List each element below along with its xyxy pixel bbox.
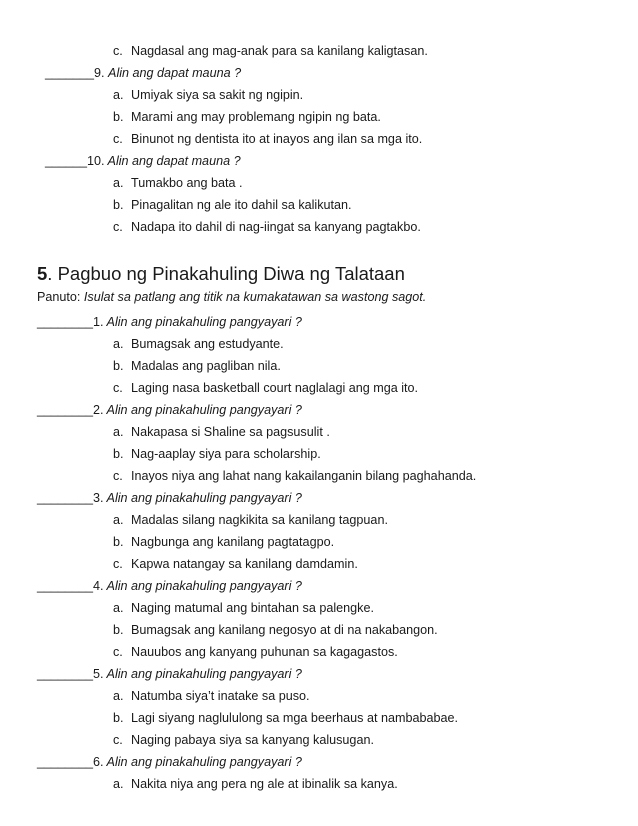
instructions — [37, 289, 426, 305]
option-letter: c. — [113, 132, 123, 146]
option-letter: a. — [113, 425, 124, 439]
option-text: Nauubos ang kanyang puhunan sa kagagastos. — [131, 645, 398, 659]
option-letter: a. — [113, 88, 124, 102]
option-letter: c. — [113, 557, 123, 571]
option-letter: b. — [113, 110, 124, 124]
option-letter: c. — [113, 469, 123, 483]
question-prompt: Alin ang dapat mauna ? — [107, 154, 241, 168]
question-prompt: Alin ang pinakahuling pangyayari ? — [106, 403, 302, 417]
option-text: Lagi siyang naglululong sa mga beerhaus at nambababae. — [131, 711, 458, 725]
option-item — [113, 175, 243, 191]
option-text: Nagbunga ang kanilang pagtatagpo. — [131, 535, 335, 549]
section-title: . Pagbuo ng Pinakahuling Diwa ng Talataan — [47, 263, 405, 284]
option-item — [113, 556, 358, 572]
option-letter: b. — [113, 359, 124, 373]
option-letter: b. — [113, 711, 124, 725]
option-item — [113, 380, 418, 396]
answer-blank[interactable]: _______9. — [45, 66, 105, 80]
option-text: Nadapa ito dahil di nag-iingat sa kanyang pagtakbo. — [131, 220, 421, 234]
question-prompt: Alin ang dapat mauna ? — [108, 66, 242, 80]
option-item — [113, 336, 284, 352]
question-prompt: Alin ang pinakahuling pangyayari ? — [106, 315, 302, 329]
question-prompt: Alin ang pinakahuling pangyayari ? — [106, 491, 302, 505]
option-item — [113, 688, 310, 704]
option-text: Nakapasa si Shaline sa pagsusulit . — [131, 425, 330, 439]
option-item — [113, 600, 374, 616]
question-prompt: Alin ang pinakahuling pangyayari ? — [106, 667, 302, 681]
option-item — [113, 622, 438, 638]
option-item — [113, 534, 334, 550]
question-line — [37, 578, 302, 594]
option-letter: a. — [113, 337, 124, 351]
option-letter: a. — [113, 689, 124, 703]
option-item — [113, 776, 398, 792]
option-text: Naging pabaya siya sa kanyang kalusugan. — [131, 733, 374, 747]
answer-blank[interactable]: ________1. — [37, 315, 104, 329]
option-letter: b. — [113, 447, 124, 461]
option-text: Nagdasal ang mag-anak para sa kanilang kaligtasan. — [131, 44, 428, 58]
question-line — [37, 490, 302, 506]
option-item — [113, 468, 476, 484]
question-line — [45, 65, 241, 81]
question-line — [45, 153, 241, 169]
option-text: Inayos niya ang lahat nang kakailanganin bilang paghahanda. — [131, 469, 477, 483]
option-text: Madalas silang nagkikita sa kanilang tagpuan. — [131, 513, 388, 527]
answer-blank[interactable]: ______10. — [45, 154, 105, 168]
question-line — [37, 666, 302, 682]
option-text: Kapwa natangay sa kanilang damdamin. — [131, 557, 358, 571]
option-item — [113, 219, 421, 235]
instruction-label: Panuto: — [37, 290, 84, 304]
option-text: Nag-aaplay siya para scholarship. — [131, 447, 321, 461]
option-item — [113, 512, 388, 528]
option-letter: a. — [113, 513, 124, 527]
option-item — [113, 131, 422, 147]
option-item — [113, 358, 281, 374]
option-letter: a. — [113, 601, 124, 615]
answer-blank[interactable]: ________5. — [37, 667, 104, 681]
option-letter: b. — [113, 623, 124, 637]
option-letter: a. — [113, 777, 124, 791]
question-line — [37, 402, 302, 418]
question-prompt: Alin ang pinakahuling pangyayari ? — [106, 579, 302, 593]
option-text: Naging matumal ang bintahan sa palengke. — [131, 601, 374, 615]
option-item — [113, 446, 321, 462]
option-text: Bumagsak ang kanilang negosyo at di na nakabangon. — [131, 623, 438, 637]
option-item — [113, 197, 352, 213]
question-line — [37, 754, 302, 770]
option-text: Tumakbo ang bata . — [131, 176, 243, 190]
question-line — [37, 314, 302, 330]
answer-blank[interactable]: ________2. — [37, 403, 104, 417]
option-letter: c. — [113, 220, 123, 234]
option-item — [113, 43, 428, 59]
option-text: Laging nasa basketball court naglalagi ang mga ito. — [131, 381, 419, 395]
answer-blank[interactable]: ________3. — [37, 491, 104, 505]
option-item — [113, 87, 303, 103]
option-letter: a. — [113, 176, 124, 190]
answer-blank[interactable]: ________4. — [37, 579, 104, 593]
instruction-text: Isulat sa patlang ang titik na kumakatawan sa wastong sagot. — [83, 290, 427, 304]
option-item — [113, 644, 398, 660]
option-item — [113, 732, 374, 748]
section-number: 5 — [37, 263, 48, 284]
option-item — [113, 710, 458, 726]
option-text: Pinagalitan ng ale ito dahil sa kalikutan. — [131, 198, 352, 212]
answer-blank[interactable]: ________6. — [37, 755, 104, 769]
option-text: Umiyak siya sa sakit ng ngipin. — [131, 88, 304, 102]
option-letter: c. — [113, 645, 123, 659]
option-text: Marami ang may problemang ngipin ng bata. — [131, 110, 381, 124]
option-letter: c. — [113, 381, 123, 395]
option-letter: b. — [113, 198, 124, 212]
option-letter: b. — [113, 535, 124, 549]
option-item — [113, 424, 330, 440]
option-letter: c. — [113, 733, 123, 747]
option-item — [113, 109, 381, 125]
question-prompt: Alin ang pinakahuling pangyayari ? — [106, 755, 302, 769]
option-text: Nakita niya ang pera ng ale at ibinalik sa kanya. — [131, 777, 398, 791]
section-heading — [37, 262, 405, 286]
option-letter: c. — [113, 44, 123, 58]
option-text: Natumba siya’t inatake sa puso. — [131, 689, 310, 703]
option-text: Binunot ng dentista ito at inayos ang ilan sa mga ito. — [131, 132, 423, 146]
option-text: Bumagsak ang estudyante. — [131, 337, 284, 351]
option-text: Madalas ang pagliban nila. — [131, 359, 281, 373]
